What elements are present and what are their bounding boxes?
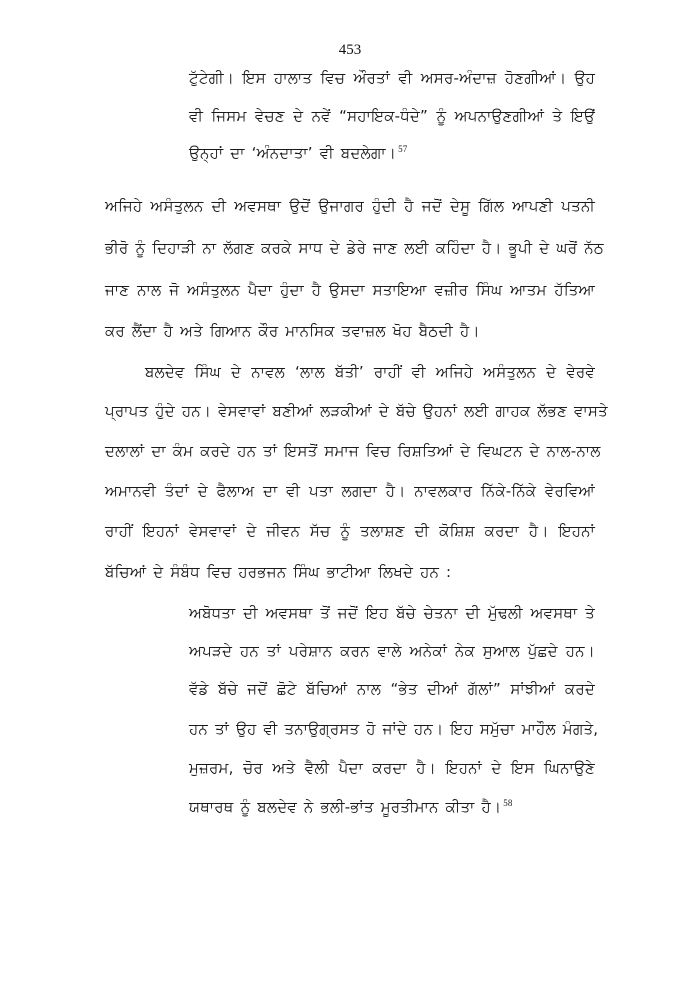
quote-line: ਅਬੋਧਤਾ ਦੀ ਅਵਸਥਾ ਤੋਂ ਜਦੋਂ ਇਹ ਬੱਚੇ ਚੇਤਨਾ ਦੀ ਮੁੱਢਲੀ ਅਵਸਥਾ ਤੇ bbox=[189, 604, 595, 622]
quote-line: ਮੁਜ਼ਰਮ, ਚੋਰ ਅਤੇ ਵੈਲੀ ਪੈਦਾ ਕਰਦਾ ਹੈ। ਇਹਨਾਂ ਦੇ ਇਸ ਘਿਨਾਉਣੇ bbox=[189, 759, 595, 777]
quote-line: ਵੱਡੇ ਬੱਚੇ ਜਦੋਂ ਛੋਟੇ ਬੱਚਿਆਂ ਨਾਲ “ਭੇਤ ਦੀਆਂ ਗੱਲਾਂ” ਸਾਂਝੀਆਂ ਕਰਦੇ bbox=[189, 680, 595, 698]
quote-line: ਵੀ ਜਿਸਮ ਵੇਚਣ ਦੇ ਨਵੇਂ “ਸਹਾਇਕ-ਧੰਦੇ” ਨੂੰ ਅਪਨਾਉਣਗੀਆਂ ਤੇ ਇਉਂ bbox=[189, 107, 595, 125]
quote-line: ਯਥਾਰਥ ਨੂੰ ਬਲਦੇਵ ਨੇ ਭਲੀ-ਭਾਂਤ ਮੂਰਤੀਮਾਨ ਕੀਤਾ ਹੈ। $^{58}$ bbox=[189, 798, 513, 816]
body-line: ਬਲਦੇਵ ਸਿੰਘ ਦੇ ਨਾਵਲ ‘ਲਾਲ ਬੱਤੀ’ ਰਾਹੀਂ ਵੀ ਅਜਿਹੇ ਅਸੰਤੁਲਨ ਦੇ ਵੇਰਵੇ bbox=[145, 363, 595, 381]
body-line: ਦਲਾਲਾਂ ਦਾ ਕੰਮ ਕਰਦੇ ਹਨ ਤਾਂ ਇਸਤੋਂ ਸਮਾਜ ਵਿਚ ਰਿਸ਼ਤਿਆਂ ਦੇ ਵਿਘਟਨ ਦੇ ਨਾਲ-ਨਾਲ bbox=[105, 442, 601, 460]
body-line: ਜਾਣ ਨਾਲ ਜੋ ਅਸੰਤੁਲਨ ਪੈਦਾ ਹੁੰਦਾ ਹੈ ਉਸਦਾ ਸਤਾਇਆ ਵਜ਼ੀਰ ਸਿੰਘ ਆਤਮ ਹੱਤਿਆ bbox=[105, 281, 595, 299]
quote-line: ਉਨ੍ਹਾਂ ਦਾ ‘ਅੰਨਦਾਤਾ’ ਵੀ ਬਦਲੇਗਾ। $^{57}$ bbox=[189, 144, 408, 162]
footnote-marker: 58 bbox=[503, 798, 513, 808]
footnote-marker: 57 bbox=[398, 144, 408, 154]
body-line: ਕਰ ਲੈਂਦਾ ਹੈ ਅਤੇ ਗਿਆਨ ਕੌਰ ਮਾਨਸਿਕ ਤਵਾਜ਼ਲ ਖੋਹ ਬੈਠਦੀ ਹੈ। bbox=[105, 322, 480, 340]
body-line: ਅਮਾਨਵੀ ਤੰਦਾਂ ਦੇ ਫੈਲਾਅ ਦਾ ਵੀ ਪਤਾ ਲਗਦਾ ਹੈ। ਨਾਵਲਕਾਰ ਨਿੱਕੇ-ਨਿੱਕੇ ਵੇਰਵਿਆਂ bbox=[105, 482, 595, 500]
body-line: ਪ੍ਰਾਪਤ ਹੁੰਦੇ ਹਨ। ਵੇਸਵਾਵਾਂ ਬਣੀਆਂ ਲੜਕੀਆਂ ਦੇ ਬੱਚੇ ਉਹਨਾਂ ਲਈ ਗਾਹਕ ਲੱਭਣ ਵਾਸਤੇ bbox=[105, 402, 608, 420]
body-line: ਅਜਿਹੇ ਅਸੰਤੁਲਨ ਦੀ ਅਵਸਥਾ ਉਦੋਂ ਉਜਾਗਰ ਹੁੰਦੀ ਹੈ ਜਦੋਂ ਦੇਸੂ ਗਿੱਲ ਆਪਣੀ ਪਤਨੀ bbox=[105, 197, 595, 215]
body-line: ਬੱਚਿਆਂ ਦੇ ਸੰਬੰਧ ਵਿਚ ਹਰਭਜਨ ਸਿੰਘ ਭਾਟੀਆ ਲਿਖਦੇ ਹਨ : bbox=[105, 563, 452, 581]
body-line: ਰਾਹੀਂ ਇਹਨਾਂ ਵੇਸਵਾਵਾਂ ਦੇ ਜੀਵਨ ਸੱਚ ਨੂੰ ਤਲਾਸ਼ਣ ਦੀ ਕੋਸ਼ਿਸ਼ ਕਰਦਾ ਹੈ। ਇਹਨਾਂ bbox=[105, 522, 595, 540]
quote-line: ਟੁੱਟੇਗੀ। ਇਸ ਹਾਲਾਤ ਵਿਚ ਔਰਤਾਂ ਵੀ ਅਸਰ-ਅੰਦਾਜ਼ ਹੋਣਗੀਆਂ। ਉਹ bbox=[189, 69, 595, 87]
page-number: 453 bbox=[338, 42, 362, 58]
body-line: ਭੀਰੋ ਨੂੰ ਦਿਹਾੜੀ ਨਾ ਲੱਗਣ ਕਰਕੇ ਸਾਧ ਦੇ ਡੇਰੇ ਜਾਣ ਲਈ ਕਹਿੰਦਾ ਹੈ। ਭੂਪੀ ਦੇ ਘਰੋਂ ਨੱਠ bbox=[105, 239, 604, 257]
quote-line: ਅਪੜਦੇ ਹਨ ਤਾਂ ਪਰੇਸ਼ਾਨ ਕਰਨ ਵਾਲੇ ਅਨੇਕਾਂ ਨੇਕ ਸੁਆਲ ਪੁੱਛਦੇ ਹਨ। bbox=[189, 642, 595, 660]
quote-line: ਹਨ ਤਾਂ ਉਹ ਵੀ ਤਨਾਉਗ੍ਰਸਤ ਹੋ ਜਾਂਦੇ ਹਨ। ਇਹ ਸਮੁੱਚਾ ਮਾਹੌਲ ਮੰਗਤੇ, bbox=[189, 720, 599, 738]
